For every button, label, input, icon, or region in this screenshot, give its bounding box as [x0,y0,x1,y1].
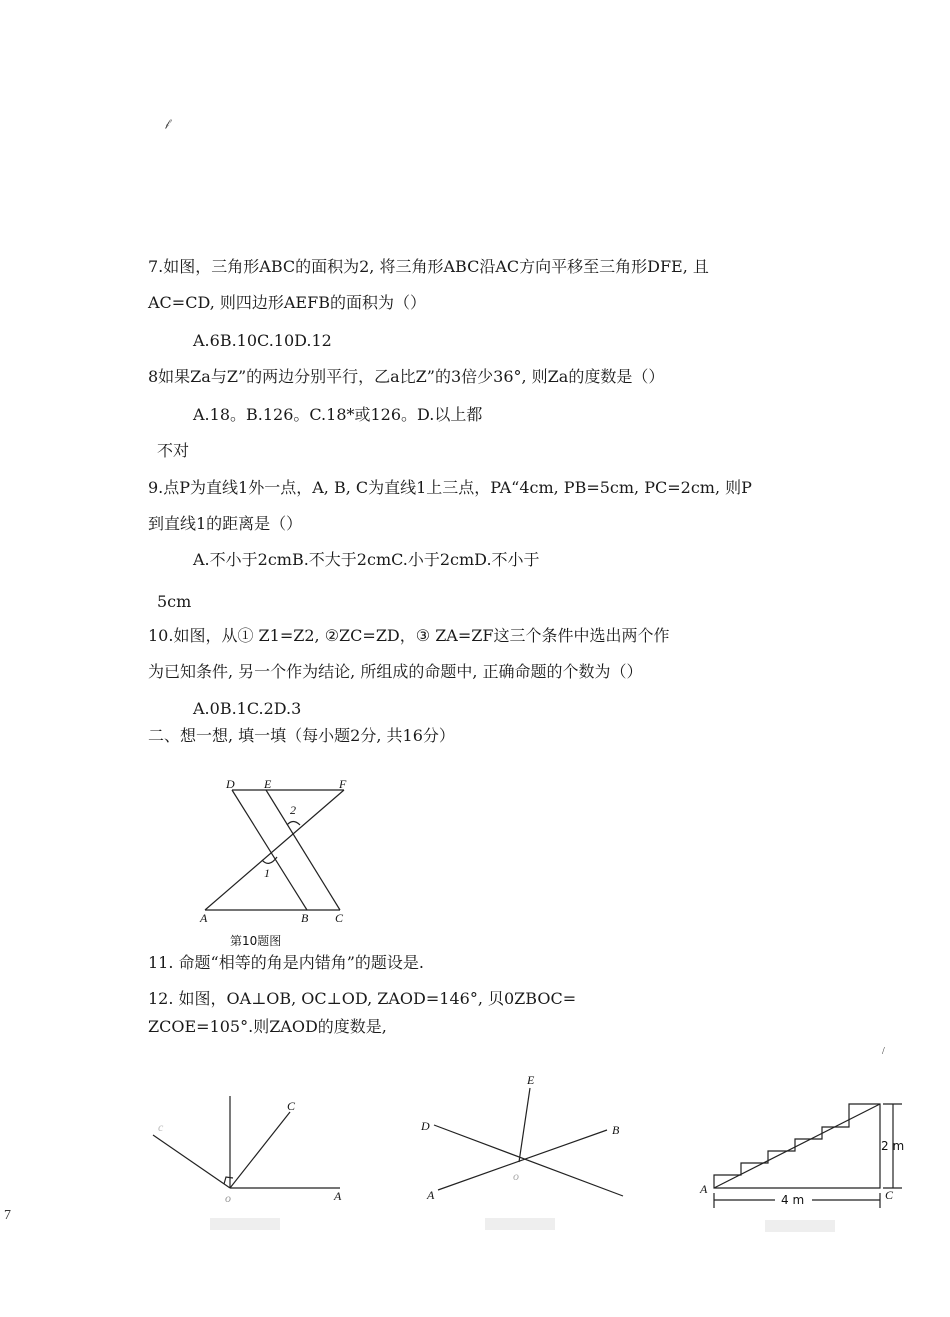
q8-line1: 8如果Za与Z”的两边分别平行，乙a比Z”的3倍少36°, 则Za的度数是（） [148,367,665,386]
figb-label-o: o [513,1169,519,1183]
figa-label-o: o [225,1191,231,1205]
figa-label-c: C [287,1099,296,1113]
q10-options: A.0B.1C.2D.3 [193,699,302,718]
q9-options-cont: 5cm [157,592,192,611]
figb-label-e: E [527,1073,535,1087]
fig10-angle-1: 1 [264,866,270,880]
fig10-label-d: D [226,777,235,791]
q7-options: A.6B.10C.10D.12 [193,331,332,350]
q12-line2: ZCOE=105°.则ZAOD的度数是, [148,1017,387,1036]
stray-mark-left: 7 [4,1208,11,1223]
figa-label-a: A [334,1189,342,1203]
q7-line2: AC=CD, 则四边形AEFB的面积为（） [148,293,426,312]
figb-label-b: B [612,1123,620,1137]
figc-label-c: C [885,1188,894,1202]
stray-mark-top: 𝒻 [165,118,170,129]
q10-line1: 10.如图，从① Z1=Z2, ②ZC=ZD，③ ZA=ZF这三个条件中选出两个作 [148,626,670,645]
q11-text: 11. 命题“相等的角是内错角”的题设是. [148,953,424,972]
figb-label-d: D [421,1119,430,1133]
figb-label-a: A [427,1188,435,1202]
figa-label-left: c [158,1120,164,1134]
q7-line1: 7.如图，三角形ABC的面积为2, 将三角形ABC沿AC方向平移至三角形DFE, 且 [148,257,709,276]
section2-heading: 二、想一想, 填一填（每小题2分, 共16分） [148,726,455,745]
figc-height-label: 2 m [881,1139,905,1153]
q9-line2: 到直线1的距离是（） [148,514,303,533]
fig10-label-f: F [339,777,347,791]
fig10-label-e: E [264,777,272,791]
q8-options: A.18。B.126。C.18*或126。D.以上都 [193,405,483,424]
fig10-caption: 第10题图 [230,934,282,948]
fig10-label-c: C [335,911,344,925]
q10-line2: 为已知条件, 另一个作为结论, 所组成的命题中, 正确命题的个数为（） [148,662,643,681]
fig10-angle-2: 2 [290,803,296,817]
q9-options: A.不小于2cmB.不大于2cmC.小于2cmD.不小于 [193,550,540,569]
q9-line1: 9.点P为直线1外一点，A, B, C为直线1上三点，PA“4cm, PB=5cm, PC=2cm, 则P [148,478,752,497]
q12-line1: 12. 如图，OA⊥OB, OC⊥OD, ZAOD=146°, 贝0ZBOC= [148,989,577,1008]
q8-options-cont: 不对 [157,441,190,460]
figc-width-label: 4 m [781,1193,805,1207]
figc-label-a: A [700,1182,708,1196]
figc-caption-blur [765,1220,835,1232]
fig10-label-b: B [301,911,309,925]
fig10-label-a: A [200,911,208,925]
stray-mark-right: / [882,1046,885,1057]
